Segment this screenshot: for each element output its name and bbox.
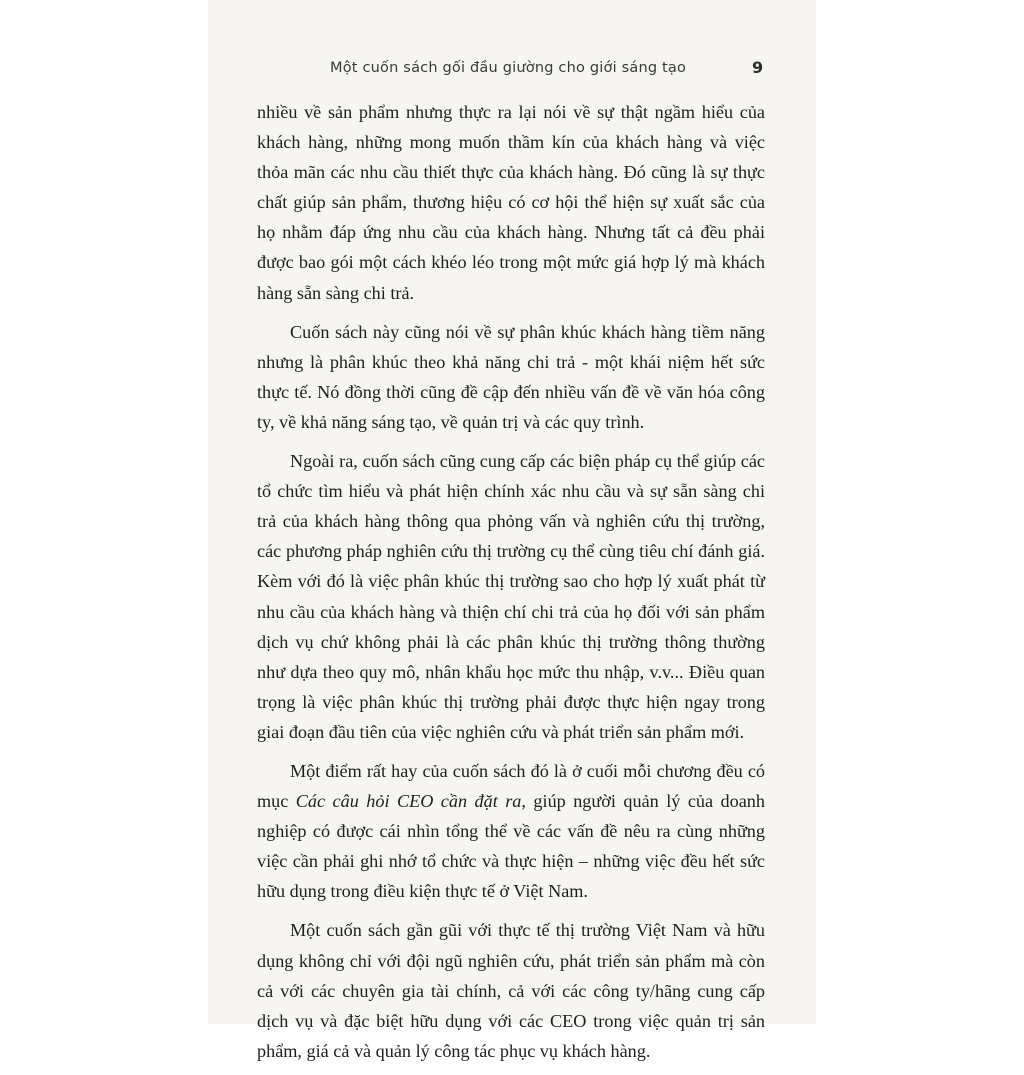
paragraph-research-methods: Ngoài ra, cuốn sách cũng cung cấp các biện pháp cụ thể giúp các tổ chức tìm hiểu và phát hiện chính xác nhu cầu và sự sẵn sàng chi trả của khách hàng thông qua phỏng vấn và nghiên cứu thị trường, các phương pháp nghiên cứu thị trường cụ thể cùng tiêu chí đánh giá. Kèm với đó là việc phân khúc thị trường sao cho hợp lý xuất phát từ nhu cầu của khách hàng và thiện chí chi trả của họ đối với sản phẩm dịch vụ chứ không phải là các phân khúc thị trường thông thường như dựa theo quy mô, nhân khẩu học mức thu nhập, v.v... Điều quan trọng là việc phân khúc thị trường phải được thực hiện ngay trong giai đoạn đầu tiên của việc nghiên cứu và phát triển sản phẩm mới. (257, 451, 765, 742)
running-header-title: Một cuốn sách gối đầu giường cho giới sáng tạo (330, 60, 687, 76)
body-text (257, 97, 765, 1075)
paragraph-ceo-questions-tail: , giúp người quản lý của doanh nghiệp có được cái nhìn tổng thể về các vấn đề nêu ra cùng những việc cần phải ghi nhớ tổ chức và thực hiện – những việc đều hết sức hữu dụng trong điều kiện thực tế ở Việt Nam. (257, 791, 765, 902)
paragraph-ceo-questions (257, 756, 765, 906)
page-number: 9 (752, 58, 764, 77)
paragraph-segmentation: Cuốn sách này cũng nói về sự phân khúc khách hàng tiềm năng nhưng là phân khúc theo khả năng chi trả - một khái niệm hết sức thực tế. Nó đồng thời cũng đề cập đến nhiều vấn đề về văn hóa công ty, về khả năng sáng tạo, về quản trị và các quy trình. (257, 321, 765, 432)
italic-section-title: Các câu hỏi CEO cần đặt ra (295, 791, 522, 812)
paragraph-conclusion: Một cuốn sách gần gũi với thực tế thị trường Việt Nam và hữu dụng không chỉ với đội ngũ nghiên cứu, phát triển sản phẩm mà còn cả với các chuyên gia tài chính, cả với các công ty/hãng cung cấp dịch vụ và đặc biệt hữu dụng với các CEO trong việc quản trị sản phẩm, giá cả và quản lý công tác phục vụ khách hàng. (257, 920, 765, 1061)
paragraph-continuation: nhiều về sản phẩm nhưng thực ra lại nói về sự thật ngầm hiểu của khách hàng, những mong muốn thầm kín của khách hàng và việc thỏa mãn các nhu cầu thiết thực của khách hàng. Đó cũng là sự thực chất giúp sản phẩm, thương hiệu có cơ hội thể hiện sự xuất sắc của họ nhằm đáp ứng nhu cầu của khách hàng. Nhưng tất cả đều phải được bao gói một cách khéo léo trong một mức giá hợp lý mà khách hàng sẵn sàng chi trả. (257, 102, 765, 303)
paragraph-ceo-questions-lead: Một điểm rất hay của cuốn sách đó là ở cuối mỗi chương đều có mục (257, 760, 765, 812)
